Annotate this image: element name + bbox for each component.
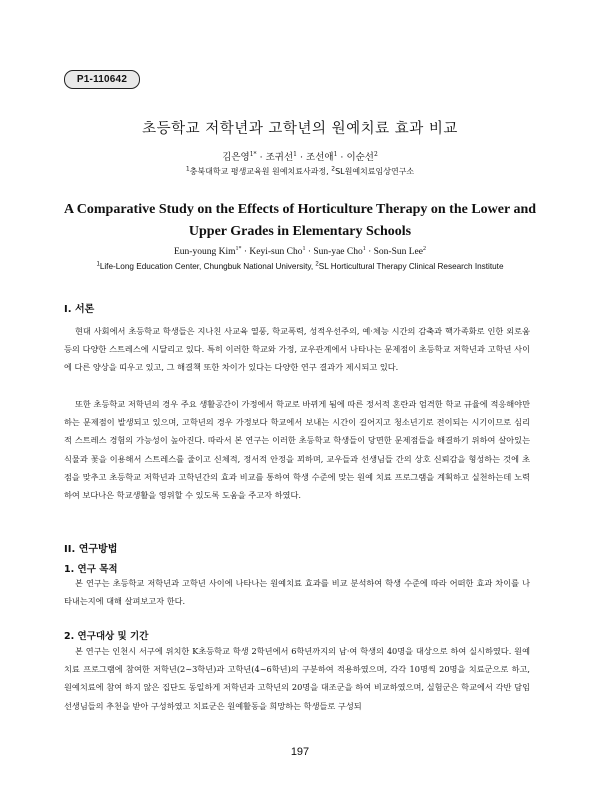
author-name: 이순선 [346, 152, 374, 163]
author-name: 김은영 [222, 152, 250, 163]
section-heading-methods: II. 연구방법 [64, 544, 118, 555]
affiliation-text: SL Horticultural Therapy Clinical Research Institute [318, 262, 504, 271]
authors-english [0, 247, 600, 257]
author-name: Keyi-sun Cho [249, 247, 303, 257]
title-english: A Comparative Study on the Effects of Horticulture Therapy on the Lower and Upper Grades in Elementary Schools [63, 202, 537, 239]
introduction-paragraph-2: 또한 초등학교 저학년의 경우 주요 생활공간이 가정에서 학교로 바뀌게 됨에 따른 정서적 혼란과 엄격한 학교 규율에 적응해야만 하는 문제점이 발생되고 있으며, 고학년의 경우 가정보다 학교에서 보내는 시간이 길어지고 청소년기로 전이되는 시기이므로 심리적 스트레스 경험의 가능성이 높아진다. 따라서 본 연구는 이러한 초등학교 학생들이 당면한 문제점들을 해결하기 위하여 살아있는 식물과 꽃을 이용해서 스트레스를 줄이고 신체적, 정서적 안정을 꾀하며, 교우들과 선생님들 간의 상호 신뢰감을 형성하는 것에 초점을 맞추고 초등학교 저학년과 고학년간의 효과 비교를 통하여 학생 수준에 맞는 원예 치료 프로그램을 계획하고 실천하는데 노력하여 보다나은 학교생활을 영위할 수 있도록 도움을 주고자 하였다. [64, 399, 530, 501]
author-separator: · [337, 152, 347, 163]
author-name: Sun-yae Cho [313, 247, 363, 257]
subsection-heading-subjects: 2. 연구대상 및 기간 [64, 631, 149, 642]
author-marker: 1 [302, 245, 306, 252]
author-separator: · [256, 152, 266, 163]
author-marker: 2 [422, 245, 426, 252]
subsection-heading-purpose: 1. 연구 목적 [64, 564, 118, 575]
author-name: Son-Sun Lee [373, 247, 423, 257]
author-marker: 1 [362, 245, 366, 252]
abstract-id-badge: P1-110642 [64, 70, 140, 89]
affiliations-korean [0, 166, 600, 177]
affiliation-text: Life-Long Education Center, Chungbuk National University, [99, 262, 314, 271]
affiliation-text: 충북대학교 평생교육원 원예치료사과정, [189, 167, 329, 176]
author-marker: 1* [249, 150, 257, 158]
author-separator: · [241, 247, 250, 257]
author-separator: · [296, 152, 307, 163]
author-marker: 1 [333, 150, 338, 158]
affiliation-marker: 1 [185, 165, 190, 173]
affiliation-marker: 2 [315, 261, 319, 268]
introduction-paragraph-1: 현대 사회에서 초등학교 학생들은 지나친 사교육 열풍, 학교폭력, 성적우선주의, 예·체능 시간의 감축과 핵가족화로 인한 외로움 등의 다양한 스트레스에 시달리고 있다. 특히 이러한 학교와 가정, 교우관계에서 나타나는 문제점이 초등학교 저학년과 고학년 사이에 다른 양상을 띠우고 있고, 그 해결책 또한 차이가 있다는 다양한 연구 결과가 제시되고 있다. [64, 326, 530, 373]
affiliations-english [0, 262, 600, 271]
section-heading-introduction: I. 서론 [64, 304, 95, 315]
author-name: 조귀선 [265, 152, 294, 163]
title-korean: 초등학교 저학년과 고학년의 원예치료 효과 비교 [142, 121, 458, 137]
author-separator: · [305, 247, 314, 257]
affiliation-marker: 1 [96, 261, 100, 268]
subjects-paragraph: 본 연구는 인천시 서구에 위치한 K초등학교 학생 2학년에서 6학년까지의 남·여 학생의 40명을 대상으로 하여 실시하였다. 원예치료 프로그램에 참여한 저학년(2~3학년)과 고학년(4~6학년)의 구분하여 적용하였으며, 각각 10명씩 20명을 치료군으로 하고, 원예치료에 참여 하지 않은 집단도 동일하게 저학년과 고학년의 20명을 대조군을 하여 비교하였으며, 실험군은 학교에서 각반 담임선생님들의 추천을 받아 구성하였고 치료군은 원예활동을 희망하는 학생들로 구성되 [64, 646, 530, 711]
purpose-paragraph: 본 연구는 초등학교 저학년과 고학년 사이에 나타나는 원예치료 효과를 비교 분석하여 학생 수준에 따라 어떠한 효과 차이를 나타내는지에 대해 살펴보고자 한다. [64, 578, 530, 607]
author-separator: · [365, 247, 374, 257]
author-marker: 1 [293, 150, 297, 158]
affiliation-marker: 2 [331, 165, 336, 173]
affiliation-text: SL원예치료임상연구소 [335, 167, 415, 176]
author-marker: 2 [373, 150, 378, 158]
author-name: 조선애 [306, 152, 334, 163]
author-name: Eun-young Kim [174, 247, 236, 257]
page-number: 197 [290, 746, 310, 758]
author-marker: 1* [235, 245, 242, 252]
authors-korean [0, 149, 600, 163]
